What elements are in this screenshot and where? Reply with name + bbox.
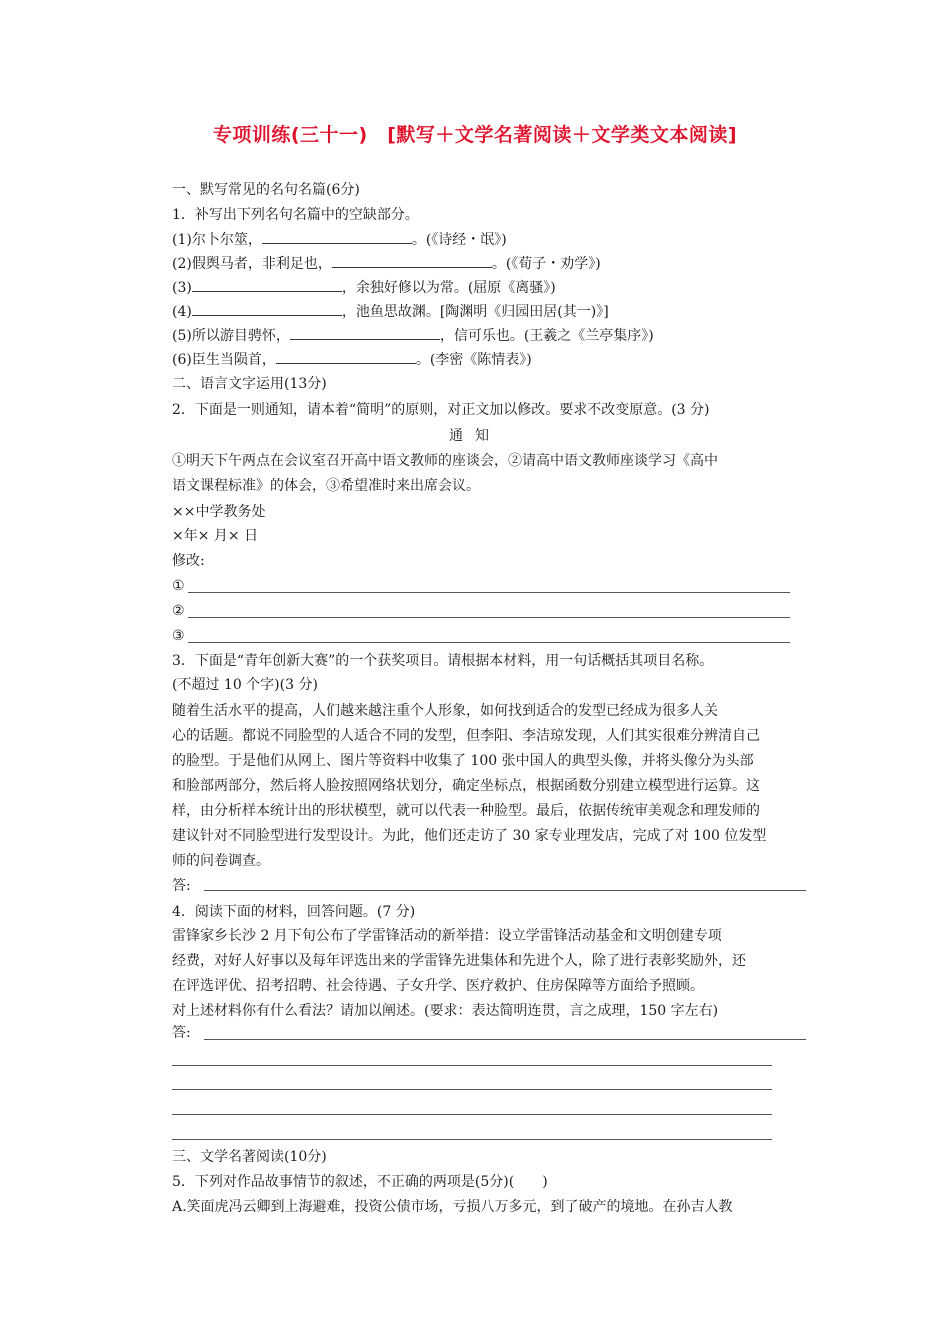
passage-3-line: 的脸型。于是他们从网上、图片等资料中收集了 100 张中国人的典型头像，并将头像分为头部 bbox=[172, 753, 754, 769]
section-heading-3: 三、文学名著阅读(10分) bbox=[172, 1149, 327, 1165]
revise-mark-3: ③ bbox=[172, 628, 185, 644]
fill-item-1: (1)尔卜尔筮， 。(《诗经・氓》) bbox=[172, 229, 507, 250]
passage-4-line: 在评选评优、招考招聘、社会待遇、子女升学、医疗救护、住房保障等方面给予照顾。 bbox=[172, 978, 704, 994]
fill-blank[interactable] bbox=[332, 253, 492, 268]
question-4: 4．阅读下面的材料，回答问题。(7 分) bbox=[172, 904, 416, 920]
answer-label-4: 答: bbox=[172, 1025, 191, 1041]
passage-3-line: 建议针对不同脸型进行发型设计。为此，他们还走访了 30 家专业理发店，完成了对 100 位发型 bbox=[172, 828, 767, 844]
notice-date: ×年× 月× 日 bbox=[172, 528, 259, 544]
notice-body-line-2: 语文课程标准》的体会，③希望准时来出席会议。 bbox=[172, 478, 480, 494]
revise-mark-2: ② bbox=[172, 603, 185, 619]
answer-line[interactable] bbox=[172, 1089, 772, 1090]
section-heading-2: 二、语言文字运用(13分) bbox=[172, 376, 327, 392]
answer-line[interactable] bbox=[188, 592, 790, 593]
passage-3-line: 心的话题。都说不同脸型的人适合不同的发型，但李阳、李洁琼发现，人们其实很难分辨清自己 bbox=[172, 728, 760, 744]
passage-3-line: 随着生活水平的提高，人们越来越注重个人形象，如何找到适合的发型已经成为很多人关 bbox=[172, 703, 718, 719]
fill-blank[interactable] bbox=[192, 301, 342, 316]
question-1: 1．补写出下列名句名篇中的空缺部分。 bbox=[172, 207, 419, 223]
fill-item-3: (3) ，余独好修以为常。(屈原《离骚》) bbox=[172, 277, 556, 298]
page-title: 专项训练(三十一) [默写＋文学名著阅读＋文学类文本阅读] bbox=[212, 124, 738, 146]
notice-body-line-1: ①明天下午两点在会议室召开高中语文教师的座谈会，②请高中语文教师座谈学习《高中 bbox=[172, 453, 718, 469]
question-5: 5．下列对作品故事情节的叙述，不正确的两项是(5分)( ) bbox=[172, 1174, 548, 1190]
notice-signature: ××中学教务处 bbox=[172, 504, 266, 520]
passage-3-line: 样，由分析样本统计出的形状模型，就可以代表一种脸型。最后，依据传统审美观念和理发师的 bbox=[172, 803, 760, 819]
fill-item-5: (5)所以游目骋怀， ，信可乐也。(王羲之《兰亭集序》) bbox=[172, 325, 654, 346]
fill-item-4: (4) ，池鱼思故渊。[陶渊明《归园田居(其一)》] bbox=[172, 301, 609, 322]
option-a: A.笑面虎冯云卿到上海避难，投资公债市场，亏损八万多元，到了破产的境地。在孙吉人教 bbox=[172, 1199, 733, 1215]
answer-line[interactable] bbox=[188, 642, 790, 643]
section-heading-1: 一、默写常见的名句名篇(6分) bbox=[172, 182, 360, 198]
revise-label: 修改: bbox=[172, 553, 205, 569]
fill-blank[interactable] bbox=[192, 277, 342, 292]
question-2: 2．下面是一则通知，请本着“简明”的原则，对正文加以修改。要求不改变原意。(3 分) bbox=[172, 402, 710, 418]
answer-line[interactable] bbox=[204, 890, 806, 891]
notice-title: 通知 bbox=[449, 428, 501, 444]
revise-mark-1: ① bbox=[172, 578, 185, 594]
answer-line[interactable] bbox=[188, 617, 790, 618]
answer-line[interactable] bbox=[172, 1139, 772, 1140]
answer-line[interactable] bbox=[172, 1114, 772, 1115]
fill-item-2: (2)假舆马者，非利足也， 。(《荀子・劝学》) bbox=[172, 253, 601, 274]
passage-3-line: 师的问卷调查。 bbox=[172, 853, 270, 869]
question-3-line-1: 3．下面是“青年创新大赛”的一个获奖项目。请根据本材料，用一句话概括其项目名称。 bbox=[172, 653, 714, 669]
fill-blank[interactable] bbox=[290, 325, 440, 340]
fill-blank[interactable] bbox=[276, 349, 416, 364]
answer-line[interactable] bbox=[204, 1039, 806, 1040]
question-3-line-2: (不超过 10 个字)(3 分) bbox=[172, 677, 318, 693]
passage-4-line: 经费，对好人好事以及每年评选出来的学雷锋先进集体和先进个人，除了进行表彰奖励外，还 bbox=[172, 953, 746, 969]
passage-4-line: 雷锋家乡长沙 2 月下旬公布了学雷锋活动的新举措：设立学雷锋活动基金和文明创建专项 bbox=[172, 928, 722, 944]
fill-item-6: (6)臣生当陨首， 。(李密《陈情表》) bbox=[172, 349, 532, 370]
answer-label-3: 答: bbox=[172, 878, 191, 894]
fill-blank[interactable] bbox=[262, 229, 412, 244]
passage-3-line: 和脸部两部分，然后将人脸按照网络状划分，确定坐标点，根据函数分别建立模型进行运算。这 bbox=[172, 778, 760, 794]
question-4-prompt: 对上述材料你有什么看法？请加以阐述。(要求：表达简明连贯，言之成理，150 字左右) bbox=[172, 1003, 719, 1019]
answer-line[interactable] bbox=[172, 1065, 772, 1066]
